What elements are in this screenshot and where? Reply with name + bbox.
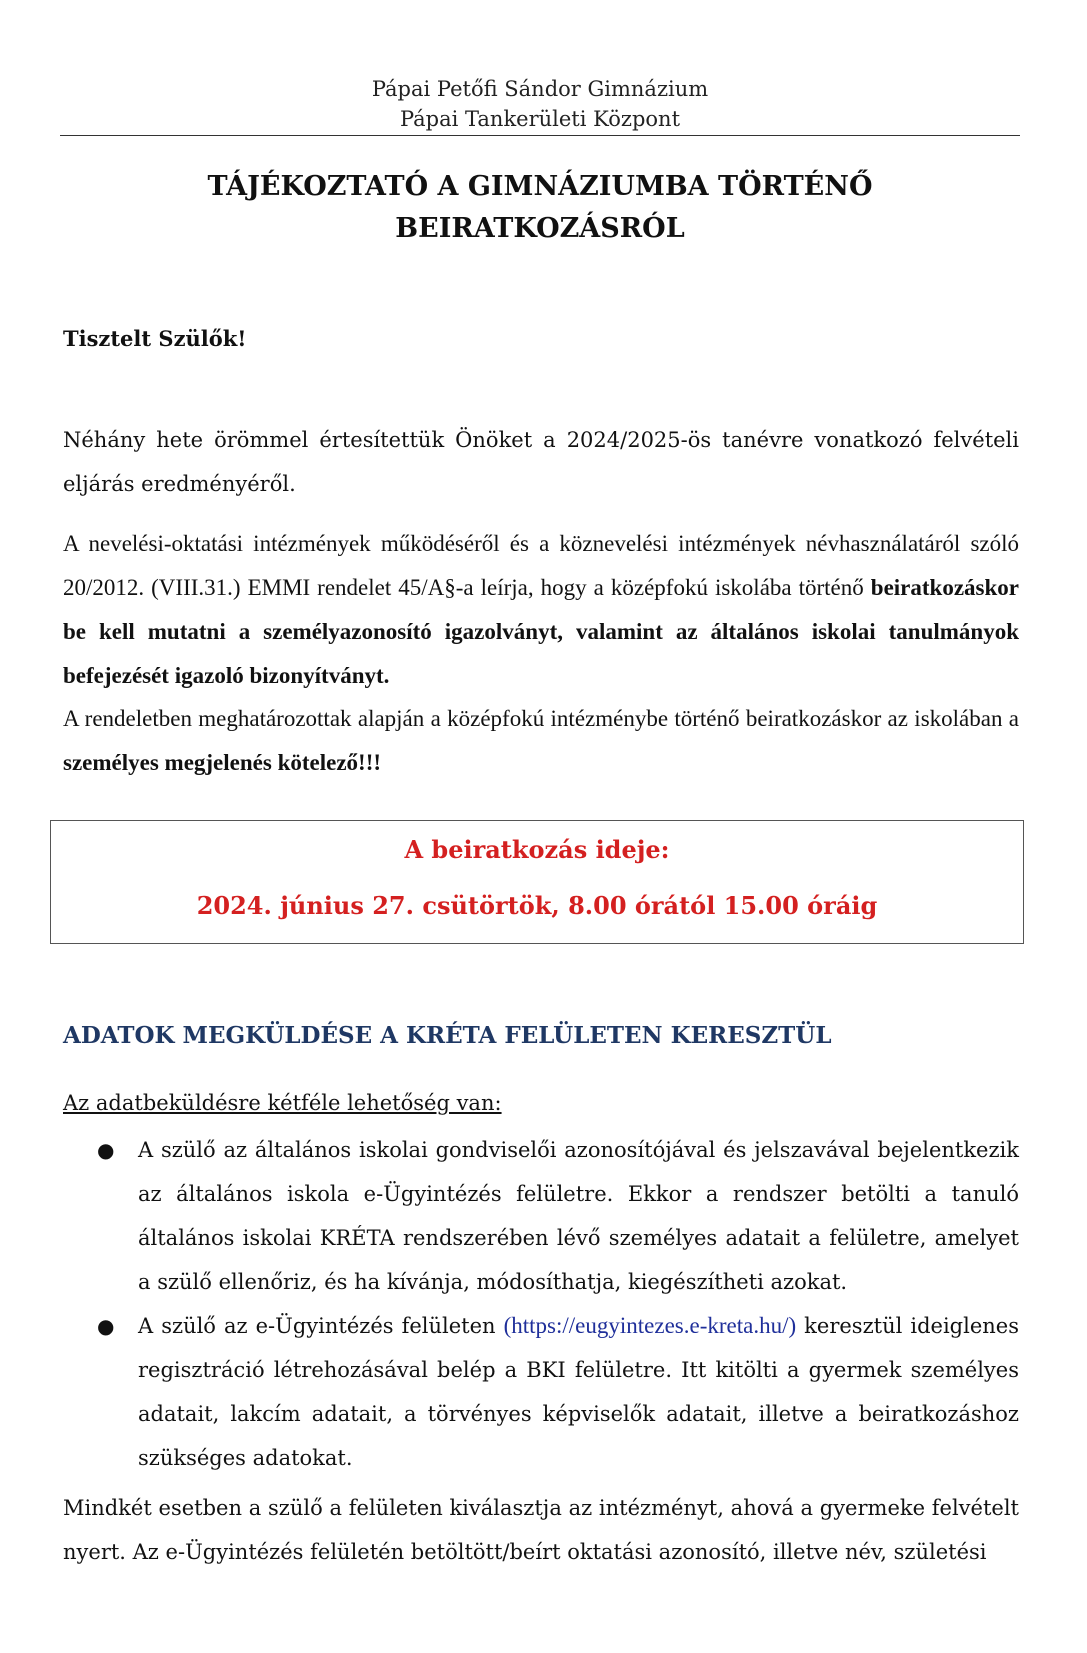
bullet-icon: ● <box>97 1138 115 1162</box>
enrollment-time-label: A beiratkozás ideje: <box>404 835 670 864</box>
page-title <box>60 166 1020 250</box>
attendance-text: A rendeletben meghatározottak alapján a középfokú intézménybe történő beiratkozáskor az iskolában a <box>63 706 1019 731</box>
regulation-bold-text: beiratkozáskor be kell mutatni a személyazonosító igazolványt, valamint az általános iskolai tanulmányok befejezését igazoló bizonyítványt. <box>63 575 1019 688</box>
enrollment-time-box <box>50 820 1024 944</box>
attendance-bold-text: személyes megjelenés kötelező!!! <box>63 750 382 775</box>
e-kreta-link[interactable]: (https://eugyintezes.e-kreta.hu/) <box>503 1313 797 1338</box>
greeting: Tisztelt Szülők! <box>63 326 247 351</box>
list-item <box>63 1128 1019 1304</box>
enrollment-datetime: 2024. június 27. csütörtök, 8.00 órától 15.00 óráig <box>196 891 878 920</box>
paragraph-regulation <box>63 522 1019 698</box>
paragraph-intro: Néhány hete örömmel értesítettük Önöket a 2024/2025-ös tanévre vonatkozó felvételi eljárás eredményéről. <box>63 428 1019 496</box>
title-line-1: TÁJÉKOZTATÓ A GIMNÁZIUMBA TÖRTÉNŐ <box>207 171 873 202</box>
header-divider <box>60 135 1020 136</box>
bullet-icon: ● <box>97 1314 115 1338</box>
options-intro: Az adatbeküldésre kétféle lehetőség van: <box>63 1091 502 1115</box>
title-line-2: BEIRATKOZÁSRÓL <box>395 213 685 244</box>
district-name: Pápai Tankerületi Központ <box>399 107 681 131</box>
paragraph-attendance <box>63 697 1019 785</box>
school-name: Pápai Petőfi Sándor Gimnázium <box>371 77 709 101</box>
paragraph-institution: Mindkét esetben a szülő a felületen kiválasztja az intézményt, ahová a gyermeke felvételt nyert. Az e-Ügyintézés felületén betöltött/beírt oktatási azonosító, illetve név, születési <box>63 1496 1019 1564</box>
option-2-text-after: keresztül ideiglenes regisztráció létrehozásával belép a BKI felületre. Itt kitölti a gyermek személyes adatait, lakcím adatait, a törvényes képviselők adatait, illetve a beiratkozáshoz szükséges adatokat. <box>138 1314 1019 1470</box>
option-2-text-before: A szülő az e-Ügyintézés felületen <box>138 1314 504 1338</box>
section-heading: ADATOK MEGKÜLDÉSE A KRÉTA FELÜLETEN KERESZTÜL <box>63 1022 832 1049</box>
option-1-text: A szülő az általános iskolai gondviselői azonosítójával és jelszavával bejelentkezik az általános iskola e-Ügyintézés felületre. Ekkor a rendszer betölti a tanuló általános iskolai KRÉTA rendszerében lévő személyes adatait a felületre, amelyet a szülő ellenőriz, és ha kívánja, módosíthatja, kiegészítheti azokat. <box>138 1138 1019 1294</box>
list-item <box>63 1304 1019 1480</box>
regulation-text: A nevelési-oktatási intézmények működéséről és a köznevelési intézmények névhasználatáról szóló 20/2012. (VIII.31.) EMMI rendelet 45/A§-a leírja, hogy a középfokú iskolába történő <box>63 531 1019 600</box>
letterhead <box>60 74 1020 134</box>
options-list <box>63 1128 1019 1480</box>
